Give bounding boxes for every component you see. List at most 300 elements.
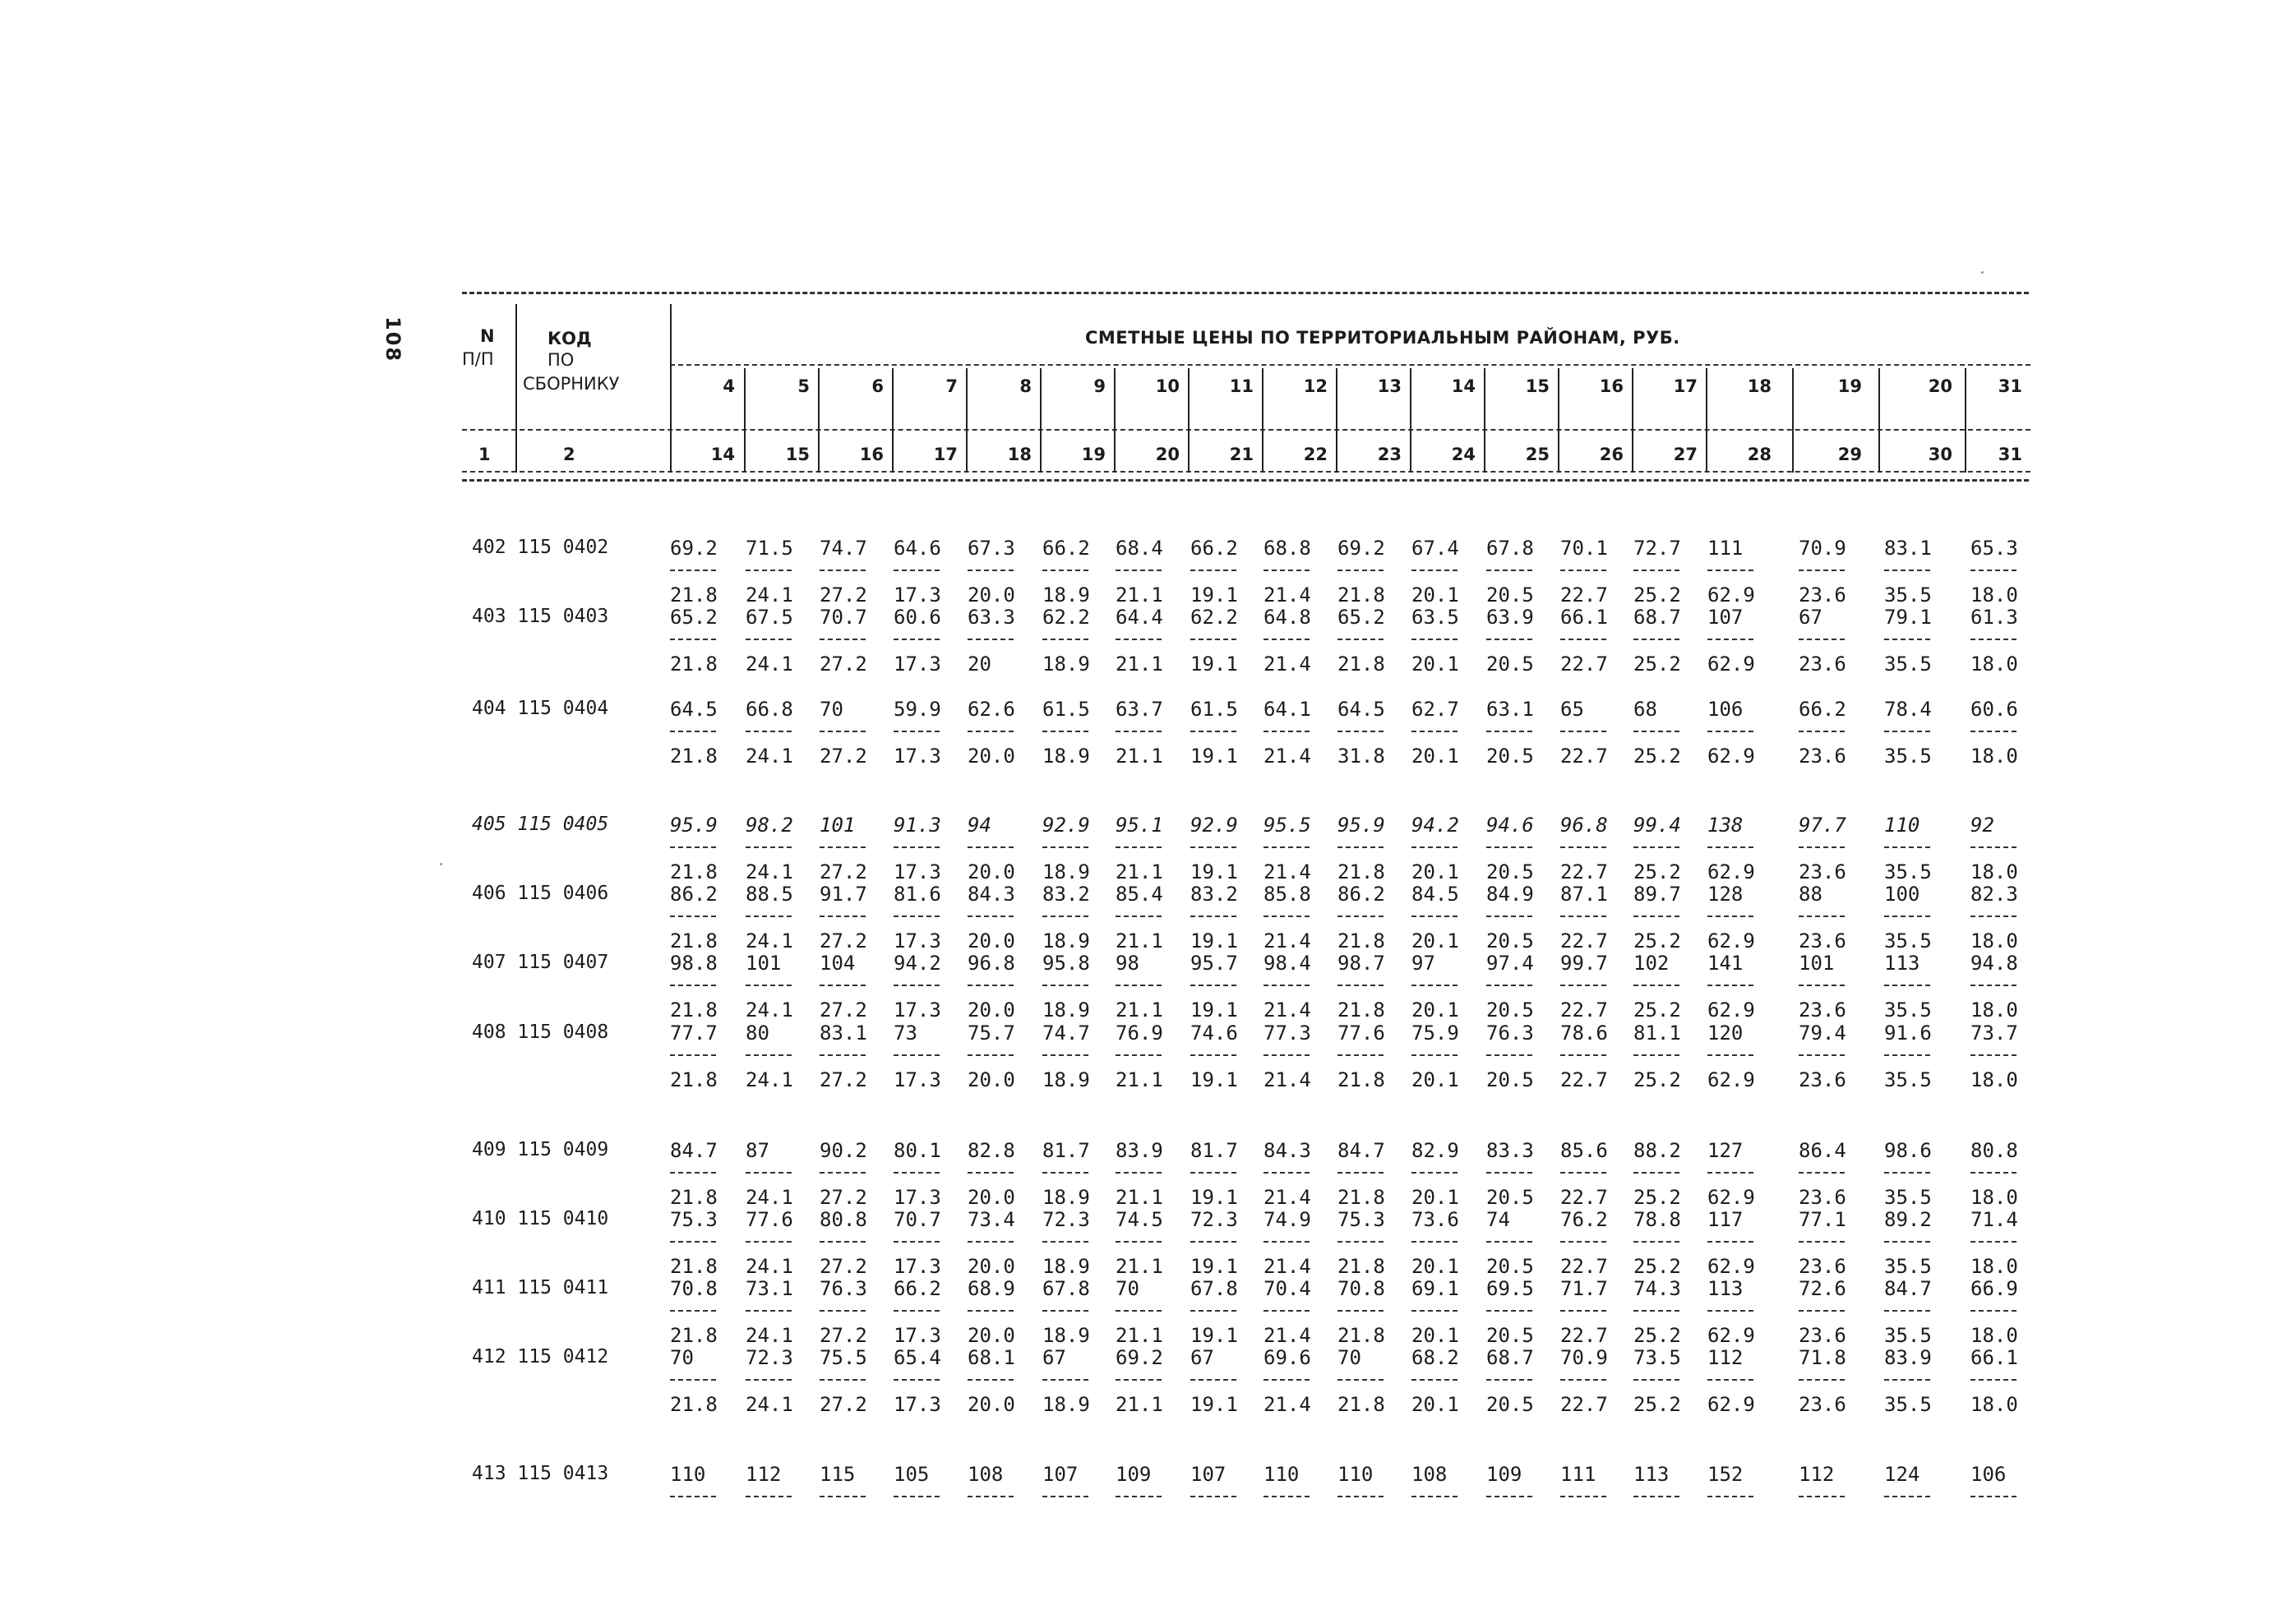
fraction-bar — [1337, 1496, 1384, 1497]
fraction-bar — [1884, 1496, 1930, 1497]
price-value: 69.6 — [1263, 1346, 1311, 1369]
fraction-bar — [1190, 1241, 1236, 1243]
base-value: 31.8 — [1337, 745, 1385, 768]
fraction-bar — [1707, 639, 1753, 640]
base-value: 17.3 — [894, 929, 941, 952]
header-subrule — [462, 471, 2030, 473]
base-value: 19.1 — [1190, 860, 1238, 883]
fraction-bar — [1263, 1054, 1310, 1056]
fraction-bar — [1486, 985, 1532, 986]
fraction-bar — [1042, 985, 1088, 986]
base-value: 25.2 — [1633, 1393, 1681, 1416]
price-value: 81.6 — [894, 883, 941, 906]
fraction-bar — [1042, 846, 1088, 848]
base-value: 18.0 — [1970, 999, 2018, 1022]
price-value: 84.7 — [1337, 1139, 1385, 1162]
row-code: 407 115 0407 — [472, 952, 609, 973]
price-value: 78.4 — [1884, 698, 1932, 721]
price-value: 71.8 — [1799, 1346, 1846, 1369]
base-value: 20.1 — [1411, 999, 1459, 1022]
base-value: 21.1 — [1116, 653, 1163, 676]
fraction-bar — [1560, 731, 1606, 732]
price-value: 84.5 — [1411, 883, 1459, 906]
index-number: 1 — [478, 445, 491, 464]
index-number: 14 — [710, 445, 735, 464]
base-value: 21.8 — [670, 1068, 718, 1091]
base-value: 25.2 — [1633, 929, 1681, 952]
base-value: 21.1 — [1116, 1068, 1163, 1091]
fraction-bar — [1263, 1379, 1310, 1381]
price-value: 67 — [1190, 1346, 1214, 1369]
price-value: 80.8 — [1970, 1139, 2018, 1162]
index-number: 16 — [859, 445, 884, 464]
base-value: 27.2 — [820, 583, 867, 606]
price-value: 83.2 — [1042, 883, 1090, 906]
price-value: 92 — [1970, 814, 1994, 837]
price-value: 81.7 — [1190, 1139, 1238, 1162]
price-value: 68.7 — [1633, 606, 1681, 629]
price-value: 69.2 — [1337, 537, 1385, 560]
base-value: 20.5 — [1486, 1068, 1534, 1091]
fraction-bar — [1970, 1310, 2017, 1312]
index-number: 31 — [1998, 445, 2022, 464]
base-value: 23.6 — [1799, 745, 1846, 768]
price-value: 109 — [1116, 1463, 1152, 1486]
fraction-bar — [1411, 846, 1458, 848]
price-value: 83.9 — [1116, 1139, 1163, 1162]
price-value: 110 — [1263, 1463, 1300, 1486]
base-value: 35.5 — [1884, 1255, 1932, 1278]
base-value: 25.2 — [1633, 1068, 1681, 1091]
base-value: 21.8 — [670, 860, 718, 883]
fraction-bar — [1411, 915, 1458, 917]
index-number: 27 — [1673, 445, 1698, 464]
header-vrule — [1040, 368, 1042, 473]
price-value: 89.7 — [1633, 883, 1681, 906]
price-value: 79.1 — [1884, 606, 1932, 629]
price-value: 78.6 — [1560, 1022, 1608, 1045]
price-value: 71.4 — [1970, 1208, 2018, 1231]
fraction-bar — [1190, 846, 1236, 848]
fraction-bar — [670, 639, 716, 640]
base-value: 21.8 — [670, 1324, 718, 1347]
fraction-bar — [1560, 1310, 1606, 1312]
fraction-bar — [820, 639, 866, 640]
price-value: 106 — [1970, 1463, 2007, 1486]
fraction-bar — [1411, 570, 1458, 571]
fraction-bar — [1633, 570, 1679, 571]
fraction-bar — [1970, 985, 2017, 986]
price-value: 80.8 — [820, 1208, 867, 1231]
base-value: 21.1 — [1116, 1255, 1163, 1278]
base-value: 21.1 — [1116, 999, 1163, 1022]
base-value: 17.3 — [894, 1186, 941, 1209]
base-value: 17.3 — [894, 1255, 941, 1278]
price-value: 109 — [1486, 1463, 1522, 1486]
fraction-bar — [1707, 1496, 1753, 1497]
price-value: 61.5 — [1190, 698, 1238, 721]
price-value: 81.7 — [1042, 1139, 1090, 1162]
price-value: 73.7 — [1970, 1022, 2018, 1045]
header-vrule — [515, 304, 517, 473]
fraction-bar — [1560, 1379, 1606, 1381]
price-value: 99.7 — [1560, 952, 1608, 975]
fraction-bar — [1042, 639, 1088, 640]
base-value: 21.8 — [1337, 929, 1385, 952]
fraction-bar — [1263, 731, 1310, 732]
price-value: 98.6 — [1884, 1139, 1932, 1162]
fraction-bar — [1042, 1054, 1088, 1056]
fraction-bar — [1486, 1054, 1532, 1056]
base-value: 21.4 — [1263, 1068, 1311, 1091]
fraction-bar — [1707, 985, 1753, 986]
header-vrule — [1558, 368, 1559, 473]
price-value: 115 — [820, 1463, 856, 1486]
fraction-bar — [1799, 731, 1845, 732]
header-vrule — [1792, 368, 1794, 473]
price-value: 73 — [894, 1022, 917, 1045]
fraction-bar — [894, 731, 940, 732]
index-number: 2 — [563, 445, 575, 464]
base-value: 25.2 — [1633, 583, 1681, 606]
base-value: 17.3 — [894, 999, 941, 1022]
base-value: 23.6 — [1799, 999, 1846, 1022]
base-value: 20.0 — [968, 745, 1015, 768]
fraction-bar — [820, 1379, 866, 1381]
base-value: 24.1 — [746, 1186, 793, 1209]
price-value: 69.5 — [1486, 1277, 1534, 1300]
fraction-bar — [1190, 1054, 1236, 1056]
base-value: 62.9 — [1707, 929, 1755, 952]
header-vrule — [892, 368, 894, 473]
price-value: 100 — [1884, 883, 1920, 906]
fraction-bar — [968, 1496, 1014, 1497]
price-value: 94 — [968, 814, 991, 837]
district-number: 15 — [1525, 376, 1550, 396]
header-vrule — [1114, 368, 1116, 473]
base-value: 22.7 — [1560, 583, 1608, 606]
base-value: 21.8 — [670, 1255, 718, 1278]
price-value: 62.6 — [968, 698, 1015, 721]
fraction-bar — [968, 1379, 1014, 1381]
price-value: 65.3 — [1970, 537, 2018, 560]
base-value: 19.1 — [1190, 1186, 1238, 1209]
base-value: 18.0 — [1970, 1186, 2018, 1209]
base-value: 20.5 — [1486, 999, 1534, 1022]
header-vrule — [1484, 368, 1485, 473]
fraction-bar — [894, 639, 940, 640]
price-value: 117 — [1707, 1208, 1744, 1231]
fraction-bar — [1116, 1172, 1162, 1174]
base-value: 22.7 — [1560, 1068, 1608, 1091]
price-value: 95.9 — [1337, 814, 1385, 837]
price-value: 97.7 — [1799, 814, 1846, 837]
price-value: 70.8 — [670, 1277, 718, 1300]
base-value: 19.1 — [1190, 1393, 1238, 1416]
base-value: 25.2 — [1633, 1324, 1681, 1347]
district-number: 9 — [1093, 376, 1106, 396]
index-number: 24 — [1451, 445, 1476, 464]
price-value: 94.8 — [1970, 952, 2018, 975]
price-value: 68.4 — [1116, 537, 1163, 560]
base-value: 20.5 — [1486, 1393, 1534, 1416]
fraction-bar — [894, 915, 940, 917]
price-value: 69.2 — [670, 537, 718, 560]
price-value: 95.9 — [670, 814, 718, 837]
fraction-bar — [1707, 570, 1753, 571]
price-value: 101 — [746, 952, 782, 975]
price-value: 68.1 — [968, 1346, 1015, 1369]
base-value: 21.4 — [1263, 653, 1311, 676]
price-value: 68.2 — [1411, 1346, 1459, 1369]
base-value: 20.1 — [1411, 1324, 1459, 1347]
price-value: 66.1 — [1970, 1346, 2018, 1369]
price-value: 98.4 — [1263, 952, 1311, 975]
fraction-bar — [1633, 1310, 1679, 1312]
fraction-bar — [1486, 1310, 1532, 1312]
price-value: 66.1 — [1560, 606, 1608, 629]
base-value: 17.3 — [894, 1068, 941, 1091]
price-value: 66.8 — [746, 698, 793, 721]
price-value: 62.2 — [1190, 606, 1238, 629]
fraction-bar — [1799, 1496, 1845, 1497]
price-value: 65.2 — [670, 606, 718, 629]
fraction-bar — [1799, 846, 1845, 848]
price-value: 74.5 — [1116, 1208, 1163, 1231]
base-value: 18.0 — [1970, 1068, 2018, 1091]
fraction-bar — [1970, 731, 2017, 732]
fraction-bar — [1263, 639, 1310, 640]
price-value: 72.3 — [1190, 1208, 1238, 1231]
price-value: 91.7 — [820, 883, 867, 906]
base-value: 62.9 — [1707, 653, 1755, 676]
price-value: 98.2 — [746, 814, 793, 837]
fraction-bar — [1970, 1496, 2017, 1497]
fraction-bar — [1799, 915, 1845, 917]
price-value: 68.8 — [1263, 537, 1311, 560]
price-value: 84.9 — [1486, 883, 1534, 906]
price-value: 74.7 — [820, 537, 867, 560]
index-number: 21 — [1229, 445, 1254, 464]
price-value: 107 — [1190, 1463, 1227, 1486]
fraction-bar — [746, 915, 792, 917]
base-value: 18.9 — [1042, 1186, 1090, 1209]
district-number: 17 — [1673, 376, 1698, 396]
base-value: 21.8 — [670, 745, 718, 768]
fraction-bar — [746, 570, 792, 571]
base-value: 22.7 — [1560, 929, 1608, 952]
fraction-bar — [1337, 1310, 1384, 1312]
base-value: 22.7 — [1560, 999, 1608, 1022]
base-value: 20.5 — [1486, 583, 1534, 606]
header-vrule — [818, 368, 820, 473]
price-value: 74.9 — [1263, 1208, 1311, 1231]
header-vrule — [1410, 368, 1411, 473]
index-number: 28 — [1747, 445, 1772, 464]
base-value: 20.5 — [1486, 860, 1534, 883]
base-value: 19.1 — [1190, 929, 1238, 952]
fraction-bar — [746, 639, 792, 640]
price-value: 83.2 — [1190, 883, 1238, 906]
fraction-bar — [746, 1241, 792, 1243]
price-value: 77.3 — [1263, 1022, 1311, 1045]
fraction-bar — [1970, 1241, 2017, 1243]
fraction-bar — [1633, 985, 1679, 986]
base-value: 18.0 — [1970, 653, 2018, 676]
fraction-bar — [1486, 639, 1532, 640]
row-code: 405 115 0405 — [472, 814, 609, 835]
base-value: 18.0 — [1970, 1324, 2018, 1347]
base-value: 25.2 — [1633, 1186, 1681, 1209]
base-value: 19.1 — [1190, 1068, 1238, 1091]
price-value: 110 — [1337, 1463, 1374, 1486]
price-value: 108 — [968, 1463, 1004, 1486]
fraction-bar — [1042, 1310, 1088, 1312]
price-value: 95.7 — [1190, 952, 1238, 975]
price-value: 83.1 — [820, 1022, 867, 1045]
fraction-bar — [1560, 985, 1606, 986]
fraction-bar — [1190, 985, 1236, 986]
fraction-bar — [1190, 1172, 1236, 1174]
fraction-bar — [1042, 1496, 1088, 1497]
fraction-bar — [968, 639, 1014, 640]
price-value: 96.8 — [1560, 814, 1608, 837]
base-value: 21.8 — [1337, 653, 1385, 676]
base-value: 20.1 — [1411, 1393, 1459, 1416]
fraction-bar — [1042, 915, 1088, 917]
fraction-bar — [1707, 1172, 1753, 1174]
fraction-bar — [1884, 1379, 1930, 1381]
base-value: 35.5 — [1884, 745, 1932, 768]
base-value: 20.0 — [968, 1324, 1015, 1347]
price-value: 66.2 — [1799, 698, 1846, 721]
row-code: 411 115 0411 — [472, 1277, 609, 1298]
fraction-bar — [1799, 1310, 1845, 1312]
base-value: 21.8 — [1337, 1393, 1385, 1416]
base-value: 20.0 — [968, 1255, 1015, 1278]
price-value: 64.6 — [894, 537, 941, 560]
base-value: 20.1 — [1411, 1255, 1459, 1278]
price-value: 98.7 — [1337, 952, 1385, 975]
fraction-bar — [894, 1379, 940, 1381]
base-value: 24.1 — [746, 1393, 793, 1416]
index-number: 26 — [1599, 445, 1624, 464]
base-value: 24.1 — [746, 1255, 793, 1278]
price-value: 73.1 — [746, 1277, 793, 1300]
fraction-bar — [1486, 1496, 1532, 1497]
fraction-bar — [1560, 570, 1606, 571]
price-value: 86.2 — [1337, 883, 1385, 906]
base-value: 21.1 — [1116, 583, 1163, 606]
price-value: 62.2 — [1042, 606, 1090, 629]
fraction-bar — [1884, 1054, 1930, 1056]
base-value: 20.0 — [968, 1186, 1015, 1209]
base-value: 21.8 — [670, 999, 718, 1022]
base-value: 20.5 — [1486, 1255, 1534, 1278]
price-value: 102 — [1633, 952, 1670, 975]
header-vrule — [1188, 368, 1190, 473]
fraction-bar — [1411, 1310, 1458, 1312]
price-value: 88.2 — [1633, 1139, 1681, 1162]
fraction-bar — [1884, 1172, 1930, 1174]
fraction-bar — [746, 1054, 792, 1056]
fraction-bar — [1799, 570, 1845, 571]
base-value: 19.1 — [1190, 1324, 1238, 1347]
fraction-bar — [1884, 570, 1930, 571]
price-value: 87 — [746, 1139, 769, 1162]
base-value: 35.5 — [1884, 1186, 1932, 1209]
base-value: 20.0 — [968, 583, 1015, 606]
base-value: 35.5 — [1884, 929, 1932, 952]
price-value: 94.2 — [1411, 814, 1459, 837]
base-value: 21.4 — [1263, 860, 1311, 883]
header-vrule — [1706, 368, 1707, 473]
base-value: 20.1 — [1411, 745, 1459, 768]
price-value: 94.2 — [894, 952, 941, 975]
index-number: 29 — [1837, 445, 1862, 464]
fraction-bar — [1116, 1379, 1162, 1381]
base-value: 20.0 — [968, 860, 1015, 883]
fraction-bar — [1411, 731, 1458, 732]
fraction-bar — [1884, 985, 1930, 986]
price-value: 112 — [1799, 1463, 1835, 1486]
fraction-bar — [968, 731, 1014, 732]
price-value: 68 — [1633, 698, 1657, 721]
price-value: 98.8 — [670, 952, 718, 975]
price-value: 70.7 — [820, 606, 867, 629]
base-value: 62.9 — [1707, 1324, 1755, 1347]
fraction-bar — [1884, 915, 1930, 917]
price-value: 107 — [1042, 1463, 1079, 1486]
price-value: 83.9 — [1884, 1346, 1932, 1369]
header-title: СМЕТНЫЕ ЦЕНЫ ПО ТЕРРИТОРИАЛЬНЫМ РАЙОНАМ, РУБ. — [1085, 328, 1680, 348]
fraction-bar — [1042, 1241, 1088, 1243]
price-value: 75.9 — [1411, 1022, 1459, 1045]
price-value: 113 — [1884, 952, 1920, 975]
fraction-bar — [1970, 1054, 2017, 1056]
base-value: 18.9 — [1042, 745, 1090, 768]
index-number: 23 — [1377, 445, 1402, 464]
base-value: 24.1 — [746, 583, 793, 606]
fraction-bar — [1707, 915, 1753, 917]
fraction-bar — [1116, 846, 1162, 848]
fraction-bar — [1486, 1172, 1532, 1174]
fraction-bar — [1486, 915, 1532, 917]
base-value: 20.1 — [1411, 1068, 1459, 1091]
base-value: 62.9 — [1707, 1255, 1755, 1278]
fraction-bar — [1633, 915, 1679, 917]
price-value: 113 — [1707, 1277, 1744, 1300]
base-value: 21.1 — [1116, 929, 1163, 952]
fraction-bar — [1263, 570, 1310, 571]
table-rule — [462, 292, 2029, 294]
fraction-bar — [1884, 639, 1930, 640]
base-value: 25.2 — [1633, 860, 1681, 883]
price-value: 101 — [820, 814, 856, 837]
base-value: 21.4 — [1263, 583, 1311, 606]
base-value: 19.1 — [1190, 1255, 1238, 1278]
price-value: 111 — [1560, 1463, 1596, 1486]
price-value: 68.9 — [968, 1277, 1015, 1300]
price-value: 64.8 — [1263, 606, 1311, 629]
fraction-bar — [894, 1496, 940, 1497]
fraction-bar — [894, 846, 940, 848]
fraction-bar — [968, 570, 1014, 571]
base-value: 20.5 — [1486, 1186, 1534, 1209]
fraction-bar — [894, 570, 940, 571]
price-value: 95.1 — [1116, 814, 1163, 837]
base-value: 62.9 — [1707, 1186, 1755, 1209]
